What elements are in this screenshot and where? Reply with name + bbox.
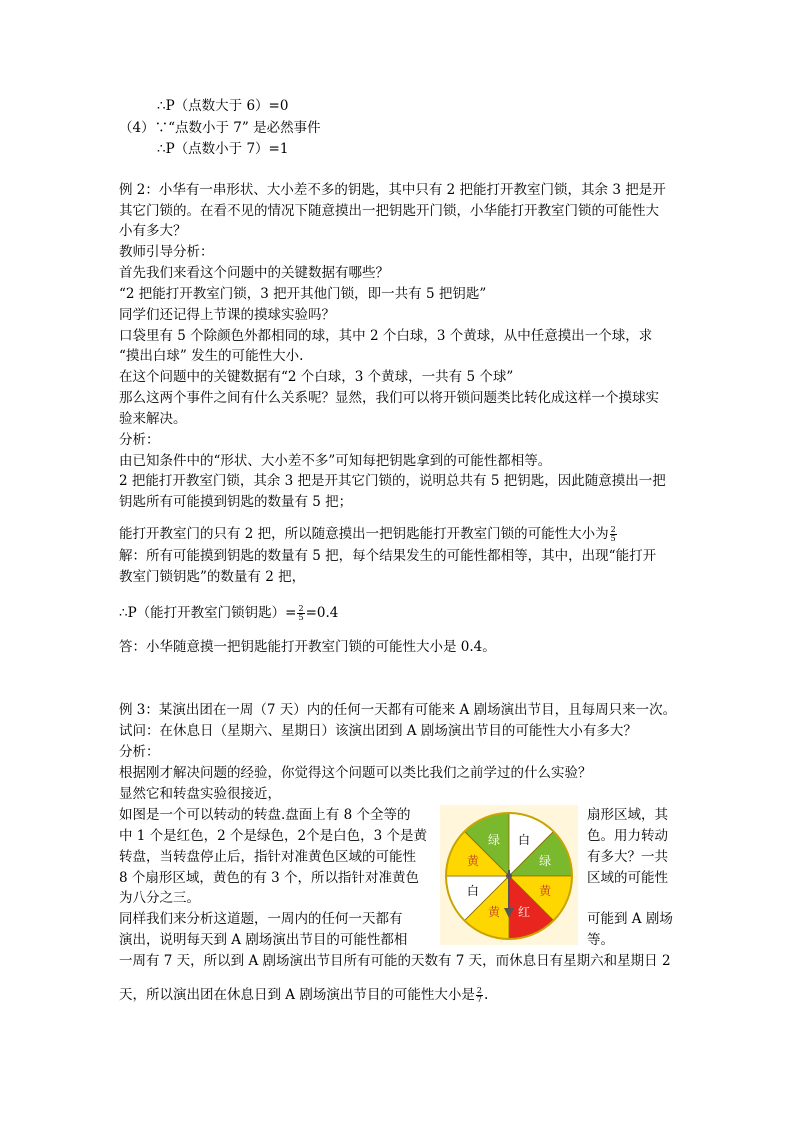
- ex3-line-2: 试问：在休息日（星期六、星期日）该演出团到 A 剧场演出节目的可能性大小有多大？: [119, 723, 637, 739]
- ex3-line-3: 分析：: [119, 744, 160, 760]
- spinner-label-4: 黄: [539, 883, 552, 898]
- wrap-line-1-left: 如图是一个可以转动的转盘.盘面上有 8 个全等的: [119, 807, 411, 823]
- ex2-line-12: 验来解决。: [119, 411, 187, 427]
- spinner-label-1: 绿: [488, 832, 501, 847]
- fraction-2-5: [610, 526, 617, 543]
- spinner-wheel: [440, 805, 578, 945]
- ex2-line-15: 2 把能打开教室门锁，其余 3 把是开其它门锁的，说明总共有 5 把钥匙，因此随意摸出一把: [119, 473, 666, 489]
- wrap-line-2-right: 色。用力转动: [587, 828, 668, 844]
- ex2-line-13: 分析：: [119, 432, 160, 448]
- ex3-line-7: 天，所以演出团在休息日到 A 剧场演出节目的可能性大小是 $\frac{2}{7}$ .: [119, 986, 489, 1004]
- ex2-line-16: 钥匙所有可能摸到钥匙的数量有 5 把；: [119, 494, 353, 510]
- wrap-line-5: 为八分之三。: [119, 890, 200, 906]
- top-line-3: ∴P（点数小于 7）=1: [157, 141, 289, 157]
- fraction-2-5-inline: [297, 605, 304, 622]
- fraction-denominator: 7: [476, 995, 482, 1004]
- probability-value: =0.4: [305, 605, 339, 621]
- ex2-answer: 答：小华随意摸一把钥匙能打开教室门锁的可能性大小是 0.4。: [119, 639, 496, 655]
- ex3-line-6: 一周有 7 天，所以到 A 剧场演出节目所有可能的天数有 7 天，而休息日有星期六和星期日 2: [119, 953, 671, 969]
- ex2-line-10: 在这个问题中的关键数据有“2 个白球，3 个黄球，一共有 5 个球”: [119, 369, 514, 385]
- ex2-line-5: 首先我们来看这个问题中的关键数据有哪些？: [119, 265, 389, 281]
- spinner-label-7: 白: [466, 883, 479, 898]
- wrap-line-1-right: 扇形区域，其: [587, 807, 668, 823]
- wrap-line-7-left: 演出，说明每天到 A 剧场演出节目的可能性都相: [119, 932, 408, 948]
- ex2-line-17: [119, 524, 618, 544]
- ex2-line-4: 教师引导分析：: [119, 244, 214, 260]
- ex2-line-17-text: 能打开教室门的只有 2 把，所以随意摸出一把钥匙能打开教室门锁的可能性大小为: [119, 526, 609, 542]
- ex2-line-19: 教室门锁钥匙”的数量有 2 把，: [119, 569, 306, 585]
- spinner-label-5: 红: [517, 905, 530, 920]
- ex3-line-5: 显然它和转盘实验很接近，: [119, 786, 281, 802]
- fraction-numerator: 2: [476, 986, 482, 995]
- wrap-line-6-right: 可能到 A 剧场: [587, 911, 673, 927]
- probability-label: ∴P（能打开教室门锁钥匙）=: [119, 605, 297, 621]
- spinner-label-6: 黄: [488, 905, 501, 920]
- wrap-line-4-left: 8 个扇形区域，黄色的有 3 个，所以指针对准黄色: [119, 870, 420, 886]
- fraction-numerator: 2: [298, 604, 304, 613]
- spinner-figure: [440, 805, 578, 945]
- fraction-numerator: 2: [610, 525, 616, 534]
- ex2-line-11: 那么这两个事件之间有什么关系呢？显然，我们可以将开锁问题类比转化成这样一个摸球实: [119, 390, 659, 406]
- ex2-line-9: “摸出白球” 发生的可能性大小.: [119, 348, 304, 364]
- ex2-line-8: 口袋里有 5 个除颜色外都相同的球，其中 2 个白球，3 个黄球，从中任意摸出一个球，求: [119, 328, 653, 344]
- ex2-line-18: 解：所有可能摸到钥匙的数量有 5 把，每个结果发生的可能性都相等，其中，出现“能打开: [119, 548, 657, 564]
- wrap-line-4-right: 区域的可能性: [587, 870, 668, 886]
- ex2-line-3: 小有多大？: [119, 223, 187, 239]
- ex3-line-4: 根据刚才解决问题的经验，你觉得这个问题可以类比我们之前学过的什么实验？: [119, 765, 592, 781]
- wrap-line-3-right: 有多大？一共: [587, 849, 668, 865]
- wrap-line-2-left: 中 1 个是红色，2 个是绿色，2个是白色，3 个是黄: [119, 828, 428, 844]
- spinner-hub: [506, 873, 512, 879]
- fraction-denominator: 5: [298, 613, 304, 622]
- spinner-label-2: 白: [517, 832, 530, 847]
- top-line-1: ∴P（点数大于 6）=0: [157, 98, 289, 114]
- wrap-line-6-left: 同样我们来分析这道题，一周内的任何一天都有: [119, 911, 403, 927]
- ex2-line-2: 其它门锁的。在看不见的情况下随意摸出一把钥匙开门锁，小华能打开教室门锁的可能性大: [119, 203, 659, 219]
- spinner-label-8: 黄: [466, 854, 479, 869]
- top-line-2: （4）∵“点数小于 7” 是必然事件: [119, 120, 321, 136]
- wrap-line-7-right: 等。: [587, 932, 614, 948]
- fraction-denominator: 5: [610, 534, 616, 543]
- ex2-line-20: [119, 603, 338, 623]
- wrap-line-3-left: 转盘，当转盘停止后，指针对准黄色区域的可能性: [119, 849, 416, 865]
- ex2-line-6: “2 把能打开教室门锁，3 把开其他门锁，即一共有 5 把钥匙”: [119, 286, 487, 302]
- ex2-line-7: 同学们还记得上节课的摸球实验吗？: [119, 307, 335, 323]
- ex3-line-1: 例 3：某演出团在一周（7 天）内的任何一天都有可能来 A 剧场演出节目，且每周只来一次。: [119, 702, 677, 718]
- fraction-2-7: [476, 987, 483, 1004]
- ex2-line-1: 例 2：小华有一串形状、大小差不多的钥匙，其中只有 2 把能打开教室门锁，其余 3 把是开: [119, 182, 666, 198]
- ex2-line-14: 由已知条件中的“形状、大小差不多”可知每把钥匙拿到的可能性都相等。: [119, 453, 552, 469]
- ex3-line-7-text: 天，所以演出团在休息日到 A 剧场演出节目的可能性大小是: [119, 987, 475, 1003]
- spinner-label-3: 绿: [539, 854, 552, 869]
